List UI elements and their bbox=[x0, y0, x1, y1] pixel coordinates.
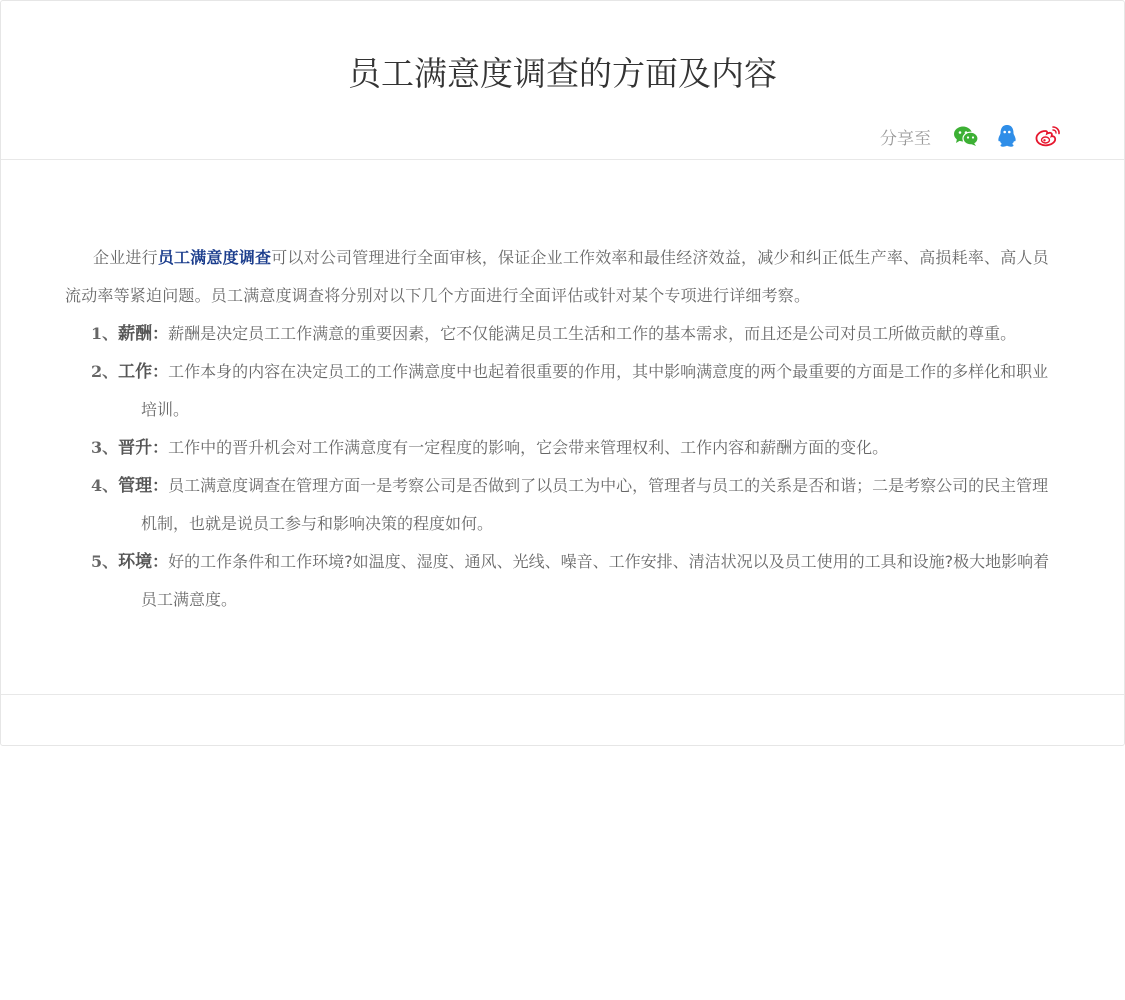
list-item bbox=[65, 429, 1055, 467]
wechat-icon[interactable] bbox=[952, 122, 980, 150]
item-text: 工作中的晋升机会对工作满意度有一定程度的影响，它会带来管理权利、工作内容和薪酬方面的变化。 bbox=[168, 438, 889, 457]
employee-satisfaction-survey-link[interactable]: 员工满意度调查 bbox=[157, 248, 272, 267]
item-text: 薪酬是决定员工工作满意的重要因素，它不仅能满足员工生活和工作的基本需求，而且还是公司对员工所做贡献的尊重。 bbox=[168, 324, 1017, 343]
item-keyword: 薪酬 bbox=[118, 324, 153, 344]
qq-icon[interactable] bbox=[993, 122, 1021, 150]
article-footer bbox=[1, 694, 1124, 745]
article-title: 员工满意度调查的方面及内容 bbox=[348, 54, 777, 93]
item-text: 工作本身的内容在决定员工的工作满意度中也起着很重要的作用，其中影响满意度的两个最重要的方面是工作的多样化和职业培训。 bbox=[141, 362, 1049, 419]
item-number: 1、 bbox=[91, 324, 119, 343]
intro-paragraph bbox=[65, 239, 1055, 315]
item-number: 3、 bbox=[91, 438, 119, 457]
intro-text-after: 可以对公司管理进行全面审核，保证企业工作效率和最佳经济效益，减少和纠正低生产率、高损耗率、高人员流动率等紧迫问题。员工满意度调查将分别对以下几个方面进行全面评估或针对某个专项进行详细考察。 bbox=[65, 248, 1049, 305]
item-keyword: 环境 bbox=[118, 552, 153, 572]
list-item bbox=[65, 543, 1055, 619]
item-number: 5、 bbox=[91, 552, 119, 571]
list-item bbox=[65, 315, 1055, 353]
list-item bbox=[65, 353, 1055, 429]
share-bar bbox=[880, 121, 1062, 151]
item-number: 2、 bbox=[91, 362, 119, 381]
intro-text-before: 企业进行 bbox=[93, 248, 158, 267]
article-body bbox=[65, 239, 1055, 619]
aspect-list bbox=[65, 315, 1055, 619]
item-colon: ： bbox=[152, 476, 169, 495]
item-text: 好的工作条件和工作环境?如温度、湿度、通风、光线、噪音、工作安排、清洁状况以及员工使用的工具和设施?极大地影响着员工满意度。 bbox=[141, 552, 1050, 609]
item-colon: ： bbox=[152, 362, 169, 381]
item-keyword: 管理 bbox=[118, 476, 153, 496]
share-label: 分享至 bbox=[880, 128, 931, 149]
item-number: 4、 bbox=[91, 476, 119, 495]
weibo-icon[interactable] bbox=[1034, 122, 1062, 150]
item-colon: ： bbox=[152, 324, 169, 343]
item-text: 员工满意度调查在管理方面一是考察公司是否做到了以员工为中心，管理者与员工的关系是否和谐；二是考察公司的民主管理机制，也就是说员工参与和影响决策的程度如何。 bbox=[141, 476, 1049, 533]
item-keyword: 晋升 bbox=[118, 438, 153, 458]
list-item bbox=[65, 467, 1055, 543]
article-header bbox=[1, 1, 1124, 160]
item-colon: ： bbox=[152, 552, 169, 571]
item-keyword: 工作 bbox=[118, 362, 153, 382]
item-colon: ： bbox=[152, 438, 169, 457]
